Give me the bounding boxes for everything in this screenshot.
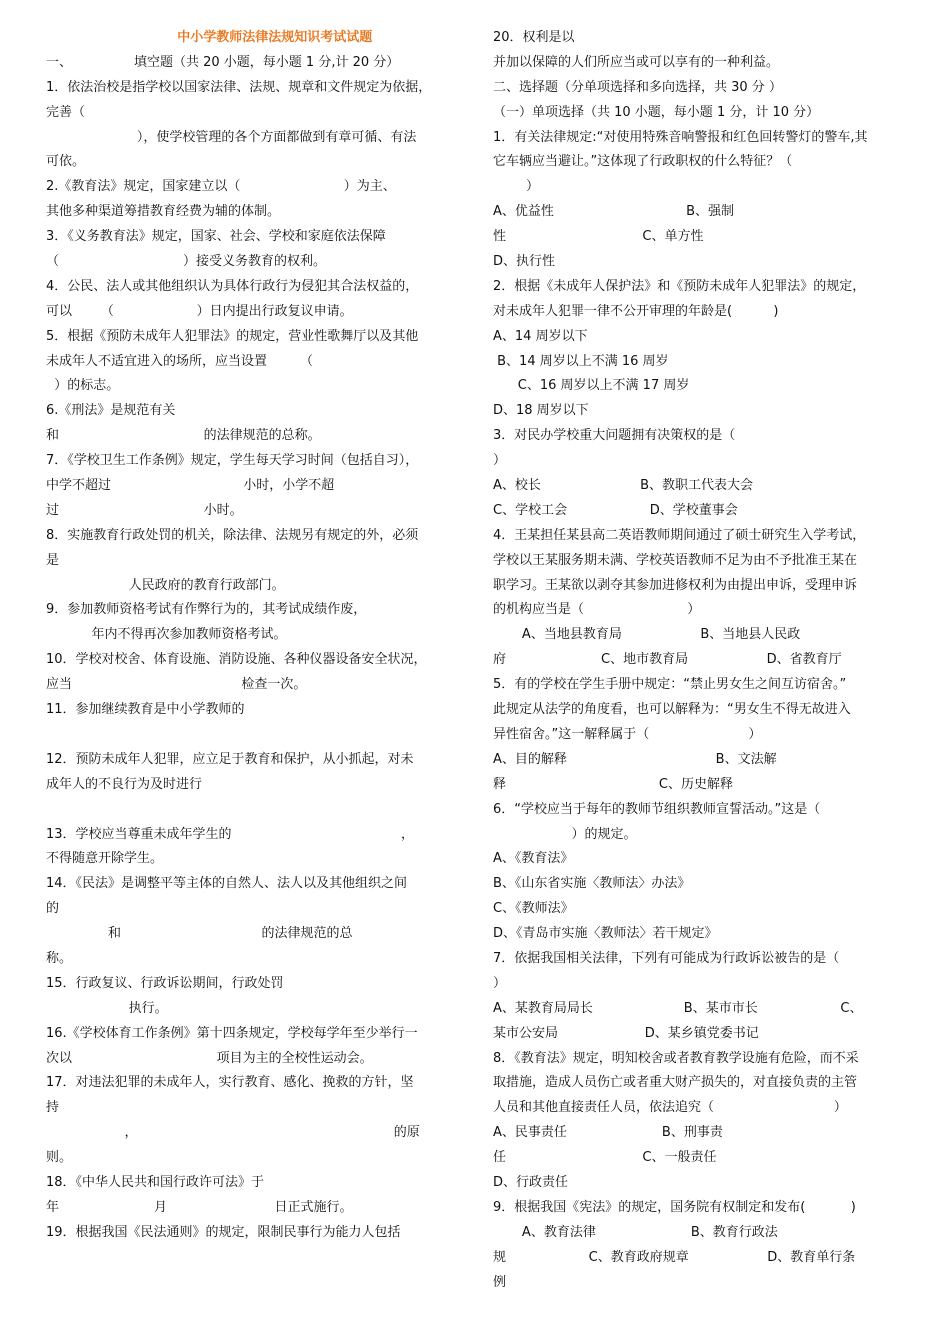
text-line: 完善（ xyxy=(46,104,86,120)
text-line: 学校以王某服务期未满、学校英语教师不足为由不予批准王某在 xyxy=(493,552,858,568)
text-line: 人民政府的教育行政部门。 xyxy=(46,577,285,593)
text-line: B、14 周岁以上不满 16 周岁 xyxy=(493,353,669,369)
text-line: ）的标志。 xyxy=(46,378,120,394)
text-line: C、学校工会 D、学校董事会 xyxy=(493,502,738,518)
text-line: 和 的法律规范的总称。 xyxy=(46,428,321,444)
text-line: 20．权利是以 xyxy=(493,30,575,45)
text-line: 则。 xyxy=(46,1150,73,1166)
text-line: C、《教师法》 xyxy=(493,901,574,917)
text-line: A、民事责任 B、刑事责 xyxy=(493,1125,723,1141)
text-line: D、《青岛市实施〈教师法〉若干规定》 xyxy=(493,926,718,942)
text-line: 17．对违法犯罪的未成年人，实行教育、感化、挽救的方针，坚 xyxy=(46,1075,414,1091)
text-line: 二、选择题（分单项选择和多向选择，共 30 分 ） xyxy=(493,79,782,95)
text-line: A、《教育法》 xyxy=(493,851,574,867)
text-line: 2．根据《未成年人保护法》和《预防未成年人犯罪法》的规定， xyxy=(493,278,866,294)
text-line: ， 的原 xyxy=(46,1125,420,1141)
text-line: 和 的法律规范的总 xyxy=(46,926,353,942)
text-line: 年 月 日正式施行。 xyxy=(46,1199,353,1215)
text-line: 未成年人不适宜进入的场所，应当设置 （ xyxy=(46,353,314,369)
text-line: 10．学校对校舍、体育设施、消防设施、各种仪器设备安全状况， xyxy=(46,652,427,668)
text-line: 可依。 xyxy=(46,154,86,170)
text-line: 其他多种渠道筹措教育经费为辅的体制。 xyxy=(46,204,281,220)
text-line: 释 C、历史解释 xyxy=(493,776,733,792)
text-line: ）的规定。 xyxy=(493,826,637,842)
text-line: 可以 （ ）日内提出行政复议申请。 xyxy=(46,303,353,319)
text-line: 4．公民、法人或其他组织认为具体行政行为侵犯其合法权益的， xyxy=(46,278,419,294)
text-line: D、执行性 xyxy=(493,254,556,270)
text-line: 2.《教育法》规定，国家建立以（ ）为主、 xyxy=(46,179,396,195)
document-title: 中小学教师法律法规知识考试试题 xyxy=(46,30,373,45)
text-line: D、18 周岁以下 xyxy=(493,403,589,419)
text-line: A、某教育局局长 B、某市市长 C、 xyxy=(493,1000,863,1016)
text-line: 例 xyxy=(493,1274,507,1290)
text-line: 3．对民办学校重大问题拥有决策权的是（ xyxy=(493,428,736,444)
text-line: 7．《学校卫生工作条例》规定，学生每天学习时间（包括自习）， xyxy=(46,453,419,469)
text-line: 16.《学校体育工作条例》第十四条规定，学校每学年至少举行一 xyxy=(46,1025,418,1041)
text-line: 取措施，造成人员伤亡或者重大财产损失的，对直接负责的主管 xyxy=(493,1075,858,1091)
right-column xyxy=(493,26,905,1295)
text-line: 中学不超过 小时，小学不超 xyxy=(46,478,335,494)
text-line: 过 小时。 xyxy=(46,502,243,518)
text-line: 此规定从法学的角度看，也可以解释为：“男女生不得无故进入 xyxy=(493,702,851,718)
text-line: 职学习。王某欲以剥夺其参加进修权利为由提出申诉，受理申诉 xyxy=(493,577,858,593)
text-line: A、教育法律 B、教育行政法 xyxy=(493,1224,778,1240)
text-line: ），使学校管理的各个方面都做到有章可循、有法 xyxy=(46,129,417,145)
text-line: A、当地县教育局 B、当地县人民政 xyxy=(493,627,801,643)
text-line: 12．预防未成年人犯罪，应立足于教育和保护，从小抓起，对未 xyxy=(46,751,414,767)
text-line: 的 xyxy=(46,901,60,917)
text-line: 年内不得再次参加教师资格考试。 xyxy=(46,627,287,643)
text-line: 对未成年人犯罪一律不公开审理的年龄是( ) xyxy=(493,303,779,319)
text-line: 11．参加继续教育是中小学教师的 xyxy=(46,702,245,718)
text-line: ） xyxy=(493,179,540,195)
text-line: 7．依据我国相关法律，下列有可能成为行政诉讼被告的是（ xyxy=(493,950,840,966)
text-line: 6．“学校应当于每年的教师节组织教师宣誓活动。”这是（ xyxy=(493,801,821,817)
text-line: 5．有的学校在学生手册中规定：“禁止男女生之间互访宿舍。” xyxy=(493,677,847,693)
text-line: 3．《义务教育法》规定，国家、社会、学校和家庭依法保障 xyxy=(46,229,386,245)
text-line: 8．《教育法》规定，明知校舍或者教育教学设施有危险，而不采 xyxy=(493,1050,859,1066)
text-line xyxy=(46,723,464,748)
text-line: 执行。 xyxy=(46,1000,168,1016)
text-line: 不得随意开除学生。 xyxy=(46,851,164,867)
text-line: 某市公安局 D、某乡镇党委书记 xyxy=(493,1025,759,1041)
text-line: 任 C、一般责任 xyxy=(493,1150,717,1166)
text-line: 15．行政复议、行政诉讼期间，行政处罚 xyxy=(46,975,284,991)
text-line: 9．参加教师资格考试有作弊行为的，其考试成绩作废， xyxy=(46,602,367,618)
text-line: 府 C、地市教育局 D、省教育厅 xyxy=(493,652,842,668)
text-line: 8．实施教育行政处罚的机关，除法律、法规另有规定的外，必须 xyxy=(46,527,419,543)
text-line: 的机构应当是（ ） xyxy=(493,602,701,618)
text-line: 持 xyxy=(46,1100,60,1116)
text-line: 5．根据《预防未成年人犯罪法》的规定，营业性歌舞厅以及其他 xyxy=(46,328,419,344)
text-line: A、目的解释 B、文法解 xyxy=(493,751,777,767)
text-line: A、校长 B、教职工代表大会 xyxy=(493,478,753,494)
text-line: 14．《民法》是调整平等主体的自然人、法人以及其他组织之间 xyxy=(46,876,408,892)
text-line: 19．根据我国《民法通则》的规定，限制民事行为能力人包括 xyxy=(46,1224,401,1240)
text-line: 4．王某担任某县高二英语教师期间通过了硕士研究生入学考试， xyxy=(493,527,866,543)
text-line: ） xyxy=(493,975,507,991)
text-line: 18．《中华人民共和国行政许可法》于 xyxy=(46,1174,265,1190)
text-line: 异性宿舍。”这一解释属于（ ） xyxy=(493,726,762,742)
text-line: D、行政责任 xyxy=(493,1174,569,1190)
text-line: 称。 xyxy=(46,950,73,966)
text-line: 应当 检查一次。 xyxy=(46,677,307,693)
text-line: 人员和其他直接责任人员，依法追究（ ） xyxy=(493,1100,847,1116)
text-line: 9．根据我国《宪法》的规定，国务院有权制定和发布( ) xyxy=(493,1199,856,1215)
text-line: 6.《刑法》是规范有关 xyxy=(46,403,176,419)
text-line: （一）单项选择（共 10 小题，每小题 1 分，计 10 分） xyxy=(493,104,820,120)
text-line: 13．学校应当尊重未成年学生的 ， xyxy=(46,826,414,842)
text-line: B、《山东省实施〈教师法〉办法》 xyxy=(493,876,691,892)
text-line: （ ）接受义务教育的权利。 xyxy=(46,254,326,270)
text-line: A、优益性 B、强制 xyxy=(493,204,735,220)
text-line xyxy=(46,798,464,823)
text-line: 一、 填空题（共 20 小题，每小题 1 分,计 20 分） xyxy=(46,54,400,70)
text-line: 性 C、单方性 xyxy=(493,229,704,245)
text-line: 次以 项目为主的全校性运动会。 xyxy=(46,1050,373,1066)
text-line: 是 xyxy=(46,552,60,568)
text-line: 1．依法治校是指学校以国家法律、法规、规章和文件规定为依据， xyxy=(46,79,432,95)
text-line: 成年人的不良行为及时进行 xyxy=(46,776,203,792)
text-line: 1．有关法律规定:“对使用特殊音响警报和红色回转警灯的警车,其 xyxy=(493,129,868,145)
text-line: 它车辆应当避让。”这体现了行政职权的什么特征？（ xyxy=(493,154,793,170)
text-line: 并加以保障的人们所应当或可以享有的一种利益。 xyxy=(493,54,780,70)
text-line: C、16 周岁以上不满 17 周岁 xyxy=(493,378,690,394)
text-line: ） xyxy=(493,453,507,469)
text-line: 规 C、教育政府规章 D、教育单行条 xyxy=(493,1249,856,1265)
left-column xyxy=(46,26,464,1246)
text-line: A、14 周岁以下 xyxy=(493,328,588,344)
